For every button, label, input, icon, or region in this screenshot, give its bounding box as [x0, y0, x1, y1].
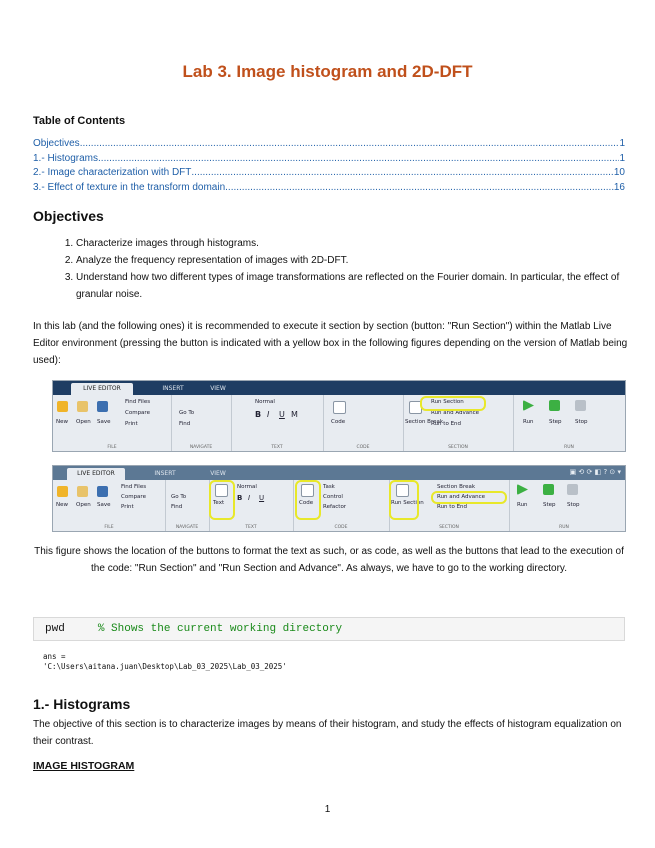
document-title: Lab 3. Image histogram and 2D-DFT	[182, 62, 473, 81]
section-break-label: Section Break	[437, 484, 476, 490]
output-line: 'C:\Users\aitana.juan\Desktop\Lab_03_2025\Lab_03_2025'	[43, 662, 287, 671]
group-label: SECTION	[439, 525, 459, 530]
italic-label: I	[248, 494, 251, 502]
table-of-contents	[33, 137, 625, 195]
group-label: NAVIGATE	[189, 445, 213, 450]
group-navigate	[171, 395, 232, 451]
objectives-heading: Objectives	[33, 208, 104, 224]
group-label: CODE	[356, 445, 370, 450]
group-label: RUN	[564, 445, 574, 450]
histograms-paragraph: The objective of this section is to characterize images by means of their histogram, and study the effects of histogram equalization on their contrast.	[33, 719, 622, 747]
compare-label: Compare	[121, 494, 146, 500]
toc-entry-text[interactable]: 2.- Image characterization with DFT	[33, 167, 192, 178]
image-histogram-subheading: IMAGE HISTOGRAM	[33, 760, 135, 772]
run-to-end-label: Run to End	[437, 504, 468, 510]
figure-caption: This figure shows the location of the buttons to format the text as such, or as code, as well as the buttons that lead to the execution of the code: "Run Section" and "Run Section and Advance". As always, we have to go to the working directory.	[34, 546, 624, 574]
toc-leader	[80, 137, 620, 152]
page-number: 1	[324, 804, 331, 815]
toc-leader	[191, 166, 613, 181]
ribbon-body	[53, 480, 625, 531]
objective-item: 3. Understand how two different types of image transformations are reflected on the Fourier domain. In particular, the effect of granular noise.	[76, 269, 636, 303]
section-break-label: Section Break	[405, 419, 444, 425]
toc-entry-page[interactable]: 1	[619, 138, 625, 149]
toc-entry-histograms[interactable]	[33, 152, 625, 167]
run-to-end-label: Run to End	[431, 421, 462, 427]
print-label: Print	[121, 504, 134, 510]
stop-label: Stop	[567, 502, 580, 508]
toc-entry-page[interactable]: 1	[619, 152, 625, 164]
toc-entry-text[interactable]: 1.- Histograms	[33, 152, 99, 164]
group-label: CODE	[334, 525, 348, 530]
go-to-label: Go To	[171, 494, 187, 500]
code-output	[43, 652, 287, 672]
group-label: FILE	[107, 445, 117, 450]
toc-leader	[225, 181, 614, 196]
group-navigate	[165, 480, 210, 531]
group-text	[231, 395, 324, 451]
group-code	[293, 480, 390, 531]
code-comment: % Shows the current working directory	[97, 623, 343, 635]
quick-access-icons: ▣ ⟲ ⟳ ◧ ? ⊙ ▾	[569, 468, 621, 476]
group-label: RUN	[559, 525, 569, 530]
new-label: New	[56, 419, 68, 425]
tab-view: VIEW	[210, 470, 226, 477]
code-command: pwd	[45, 623, 65, 635]
open-label: Open	[76, 419, 91, 425]
open-label: Open	[76, 502, 91, 508]
toc-entry-text[interactable]: Objectives	[33, 138, 80, 149]
group-label: TEXT	[245, 525, 257, 530]
histograms-heading: 1.- Histograms	[33, 696, 131, 712]
normal-style-label: Normal	[255, 399, 275, 405]
objective-item: 1. Characterize images through histograms.	[76, 235, 636, 252]
group-text	[209, 480, 294, 531]
toc-entry-page[interactable]: 10	[613, 167, 625, 178]
new-label: New	[56, 502, 68, 508]
run-and-advance-label: Run and Advance	[431, 410, 480, 416]
tab-insert: INSERT	[162, 385, 184, 392]
print-label: Print	[125, 421, 138, 427]
group-label: FILE	[104, 525, 114, 530]
code-label: Code	[299, 500, 314, 506]
run-section-label: Run Section	[431, 399, 464, 405]
group-section	[403, 395, 514, 451]
toolbar-screenshot-old	[52, 380, 626, 452]
find-files-label: Find Files	[125, 399, 151, 405]
group-file	[53, 480, 166, 531]
go-to-label: Go To	[179, 410, 195, 416]
refactor-label: Refactor	[323, 504, 347, 510]
stop-label: Stop	[575, 419, 588, 425]
toc-leader	[98, 152, 619, 167]
task-label: Task	[323, 484, 335, 490]
group-code	[323, 395, 404, 451]
underline-label: U	[279, 410, 285, 419]
ribbon-tabbar	[53, 466, 625, 480]
tab-insert: INSERT	[154, 470, 176, 477]
compare-label: Compare	[125, 410, 150, 416]
group-label: SECTION	[448, 445, 468, 450]
code-block[interactable]	[33, 617, 625, 641]
toc-entry-dft[interactable]	[33, 166, 625, 181]
group-section	[389, 480, 510, 531]
control-label: Control	[323, 494, 343, 500]
underline-label: U	[259, 494, 265, 502]
group-label: NAVIGATE	[175, 525, 199, 530]
save-label: Save	[97, 419, 111, 425]
bold-label: B	[255, 410, 262, 419]
toolbar-screenshot-new	[52, 465, 626, 532]
monospace-label: M	[291, 410, 298, 419]
tab-view: VIEW	[210, 385, 226, 392]
output-line: ans =	[43, 652, 66, 661]
tab-live-editor: LIVE EDITOR	[67, 468, 125, 480]
toc-entry-page[interactable]: 16	[613, 181, 625, 193]
toc-heading: Table of Contents	[33, 115, 126, 127]
step-label: Step	[549, 419, 562, 425]
bold-label: B	[237, 494, 243, 502]
toc-entry-objectives[interactable]	[33, 137, 625, 152]
intro-paragraph: In this lab (and the following ones) it is recommended to execute it section by section (button: "Run Section") within the Matlab Live Editor environment (pressing the button is indicated with a yellow box in the following figures depending on the version of Matlab being used):	[33, 321, 628, 366]
find-label: Find	[179, 421, 191, 427]
run-label: Run	[517, 502, 528, 508]
find-label: Find	[171, 504, 183, 510]
code-label: Code	[331, 419, 346, 425]
group-file	[53, 395, 172, 451]
normal-style-label: Normal	[237, 484, 257, 490]
toc-entry-texture[interactable]	[33, 181, 625, 196]
ribbon-tabbar	[53, 381, 625, 395]
run-and-advance-label: Run and Advance	[437, 494, 486, 500]
objective-item: 2. Analyze the frequency representation of images with 2D-DFT.	[76, 252, 636, 269]
italic-label: I	[267, 410, 270, 419]
run-section-label: Run Section	[391, 500, 424, 506]
ribbon-body	[53, 395, 625, 451]
find-files-label: Find Files	[121, 484, 147, 490]
objectives-list	[58, 235, 636, 303]
text-label: Text	[213, 500, 225, 506]
group-run	[513, 395, 625, 451]
group-label: TEXT	[271, 445, 283, 450]
tab-live-editor: LIVE EDITOR	[71, 383, 133, 395]
run-label: Run	[523, 419, 534, 425]
step-label: Step	[543, 502, 556, 508]
toc-entry-text[interactable]: 3.- Effect of texture in the transform domain	[33, 181, 226, 193]
group-run	[509, 480, 619, 531]
save-label: Save	[97, 502, 111, 508]
